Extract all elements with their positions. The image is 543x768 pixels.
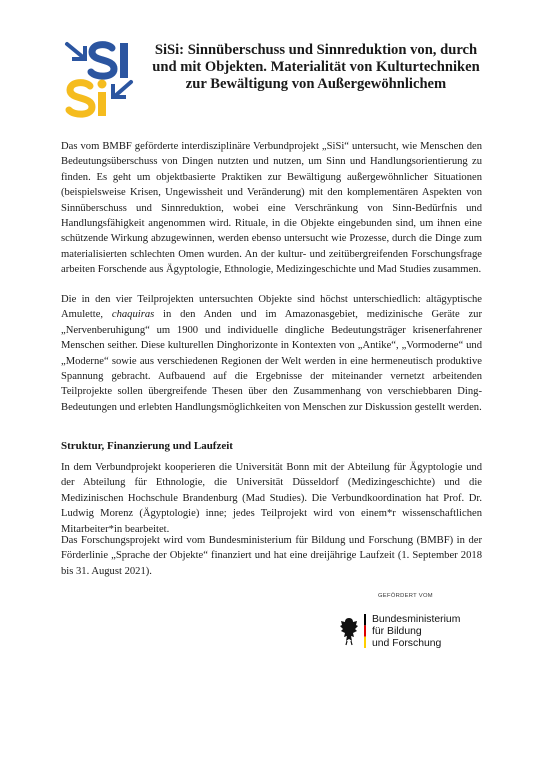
flag-stripe-gold bbox=[364, 637, 366, 648]
flag-stripe-red bbox=[364, 625, 366, 636]
funded-by-label: GEFÖRDERT VOM bbox=[378, 593, 433, 599]
german-flag-icon bbox=[364, 614, 366, 648]
intro-paragraph: Das vom BMBF geförderte interdisziplinäre Verbundprojekt „SiSi“ untersucht, wie Menschen den Bedeutungsüberschuss von Dingen nutzten und nutzen, um Sinn und Handlungsorientierung zu finden. Es geht um objektbasierte Praktiken zur Bewältigung außergewöhnlicher Situationen (beispielsweise Krisen, Ungewissheit und Veränderung) mit den komplementären Aspekten von Sinnüberschuss und Sinnreduktion, wobei eine Verschränkung von Sinn-Bedürfnis und Handlungsfähigkeit angenommen wird. Rituale, in die Objekte eingebunden sind, um ihnen eine schützende Wirkung abzugewinnen, werden ebenso untersucht wie Prozesse, durch die Dinge zum materialisierten schlechten Omen wurden. An der kultur- und zeitübergreifenden Forschungsfrage arbeiten Forschende aus Ägyptologie, Ethnologie, Medizingeschichte und Mad Studies zusammen. bbox=[61, 141, 482, 276]
objects-paragraph-part-b: in den Anden und im Amazonasgebiet, medizinische Geräte zur „Nervenberuhigung“ um 1900 und individuelle dingliche Bedeutungsträger krisenerfahrener Menschen seither. Diese kulturellen Dinghorizonte in Kontexten von „Antike“, „Vormoderne“ und „Moderne“ sowie aus verschiedenen Regionen der Welt werden in eine hermeneutisch produktive Spannung gebracht. Aufbauend auf die Ergebnisse der miteinander vernetzt arbeitenden Teilprojekte sollen übergreifende Thesen über den Zusammenhang von verschiebbaren Ding-Bedeutungen und erlebten Handlungsmöglichkeiten von Menschen zur Diskussion gestellt werden. bbox=[61, 309, 482, 413]
logo-bottom-i bbox=[98, 92, 106, 116]
sisi-logo bbox=[62, 38, 136, 118]
structure-paragraph: In dem Verbundprojekt kooperieren die Universität Bonn mit der Abteilung für Ägyptologie und der Abteilung für Ethnologie, die Universität Düsseldorf (Medizingeschichte) und die Medizinischen Hochschule Brandenburg (Mad Studies). Die Verbundkoordination hat Prof. Dr. Ludwig Morenz (Ägyptologie) inne; jedes Teilprojekt wird von einem*r wissenschaftlichen Mitarbeiter*in bearbeitet. bbox=[61, 462, 482, 535]
logo-bottom-i-dot bbox=[98, 80, 107, 89]
ministry-name bbox=[372, 614, 460, 651]
ministry-line-2: für Bildung bbox=[372, 626, 422, 638]
bmbf-logo bbox=[340, 612, 500, 662]
objects-paragraph-emphasis: chaquiras bbox=[111, 309, 155, 321]
ministry-line-3: und Forschung bbox=[372, 638, 442, 650]
document-title: SiSi: Sinnüberschuss und Sinnreduktion von, durch und mit Objekten. Materialität von Kulturtechniken zur Bewältigung von Außergewöhnlichem bbox=[152, 42, 480, 93]
section-heading: Struktur, Finanzierung und Laufzeit bbox=[61, 440, 233, 452]
logo-top-i bbox=[120, 43, 128, 78]
logo-bottom-s bbox=[69, 83, 92, 115]
ministry-line-1: Bundesministerium bbox=[372, 614, 461, 625]
objects-paragraph-part-a: Die in den vier Teilprojekten untersuchten Objekte sind höchst unterschiedlich: altägyptische Amulette, bbox=[61, 294, 482, 321]
objects-paragraph bbox=[61, 292, 482, 415]
logo-bottom-arrow-icon bbox=[113, 82, 131, 97]
logo-top-arrow-icon bbox=[67, 44, 85, 59]
funding-paragraph: Das Forschungsprojekt wird vom Bundesministerium für Bildung und Forschung (BMBF) in der Förderlinie „Sprache der Objekte“ finanziert und hat eine dreijährige Laufzeit (1. September 2018 bis 31. August 2021). bbox=[61, 535, 482, 577]
logo-top-s bbox=[91, 45, 114, 77]
flag-stripe-black bbox=[364, 614, 366, 625]
federal-eagle-icon bbox=[340, 614, 358, 654]
